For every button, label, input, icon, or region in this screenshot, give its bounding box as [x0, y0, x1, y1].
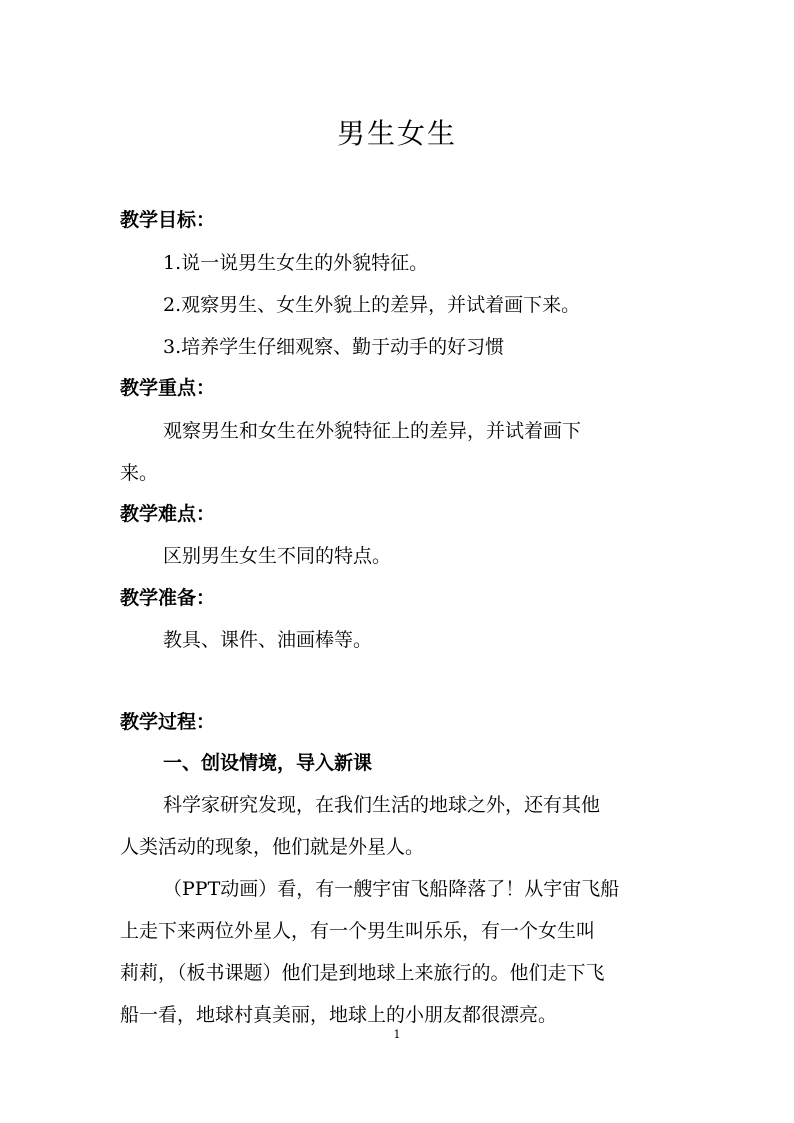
- paragraph-2-line-4: 船一看，地球村真美丽，地球上的小朋友都很漂亮。: [120, 1004, 558, 1026]
- difficulties-text: 区别男生女生不同的特点。: [163, 545, 392, 567]
- key-points-heading: 教学重点：: [120, 377, 216, 399]
- paragraph-2-line-2: 上走下来两位外星人，有一个男生叫乐乐，有一个女生叫: [120, 920, 596, 942]
- objective-item-2: 2.观察男生、女生外貌上的差异，并试着画下来。: [163, 294, 581, 316]
- page-number: 1: [393, 1028, 401, 1041]
- preparation-heading: 教学准备：: [120, 587, 216, 609]
- paragraph-2-line-3: 莉莉，（板书课题）他们是到地球上来旅行的。他们走下飞: [120, 962, 605, 984]
- objective-item-1: 1.说一说男生女生的外貌特征。: [163, 252, 429, 274]
- paragraph-1-line-2: 人类活动的现象，他们就是外星人。: [120, 836, 425, 858]
- objective-item-3: 3.培养学生仔细观察、勤于动手的好习惯: [163, 336, 505, 358]
- preparation-text: 教具、课件、油画棒等。: [163, 629, 373, 651]
- section-1-heading: 一、创设情境，导入新课: [163, 752, 373, 774]
- document-title: 男生女生: [336, 117, 457, 150]
- process-heading: 教学过程：: [120, 711, 216, 733]
- paragraph-1-line-1: 科学家研究发现，在我们生活的地球之外，还有其他: [163, 794, 601, 816]
- key-points-line-2: 来。: [120, 462, 159, 484]
- key-points-line-1: 观察男生和女生在外貌特征上的差异，并试着画下: [163, 420, 582, 442]
- paragraph-2-line-1: （PPT动画）看，有一艘宇宙飞船降落了！从宇宙飞船: [163, 878, 620, 900]
- objectives-heading: 教学目标：: [120, 209, 216, 231]
- difficulties-heading: 教学难点：: [120, 503, 216, 525]
